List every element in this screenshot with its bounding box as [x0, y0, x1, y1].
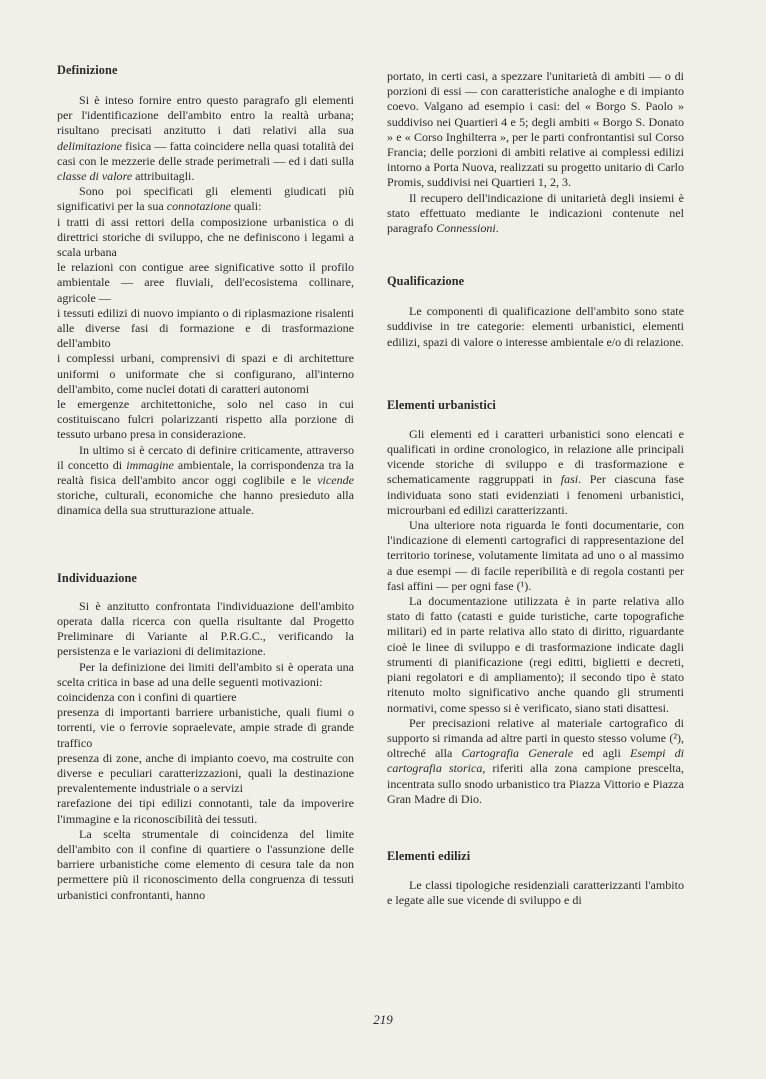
heading-elementi-edilizi: Elementi edilizi	[387, 848, 471, 863]
paragraph: La documentazione utilizzata è in parte relativa allo stato di fatto (catasti e guide turistiche, carte topografiche militari) ed in parte relativa allo stato di diritto, riguardante cioè le linee di sviluppo e di trasformazione indicate dagli strumenti di pianificazione (regi editti, biglietti e decreti, piani regolatori e di ampliamento); il secondo tipo è stato ritenuto molto significativo anche quando gli strumenti normativi, come spesso si è verificato, siano stati disattesi.	[387, 594, 684, 715]
emphasis: Cartografia Generale	[461, 746, 574, 761]
heading-qualificazione: Qualificazione	[387, 274, 465, 289]
text: quali:	[230, 199, 262, 214]
paragraph: Le componenti di qualificazione dell'ambito sono state suddivise in tre categorie: elementi urbanistici, elementi edilizi, spazi di valore o interesse ambientale e/o di relazione.	[387, 304, 684, 349]
text: In ultimo si è cercato di definire criticamente, attraverso il concetto di	[57, 442, 354, 472]
paragraph: La scelta strumentale di coincidenza del limite dell'ambito con il confine di quartiere o l'assunzione delle barriere urbanistiche come elemento di cesura tale da non permettere più il riconoscimento della congruenza di tessuti urbanistici confrontanti, hanno	[57, 826, 354, 902]
list-item: coincidenza con i confini di quartiere	[57, 689, 237, 704]
heading-definizione: Definizione	[57, 63, 118, 77]
text: . Per ciascuna fase individuata sono stati evidenziati i fenomeni urbanistici, microurbani ed edilizi caratterizzanti.	[387, 472, 684, 517]
text: , riferiti alla zona campione prescelta, incentrata sullo snodo urbanistico tra Piazza Vittorio e Piazza Gran Madre di Dio.	[387, 761, 685, 806]
paragraph	[57, 93, 354, 184]
list-item: le relazioni con contigue aree significative sotto il profilo ambientale — aree fluviali, dell'ecosistema collinare, agricole —	[57, 260, 354, 305]
list-item: i tratti di assi rettori della composizione urbanistica o di direttrici storiche di sviluppo, che ne definiscono i legami a scala urbana	[57, 214, 354, 260]
text: Il recupero dell'indicazione di unitarietà degli insiemi è stato effettuato mediante le indicazioni contenute nel paragrafo	[387, 190, 684, 236]
paragraph: portato, in certi casi, a spezzare l'unitarietà di ambiti — o di porzioni di essi — con caratteristiche analoghe e di impianto coevo. Valgano ad esempio i casi: del « Borgo S. Paolo » suddiviso nei Quartieri 4 e 5; degli ambiti « Borgo S. Donato » e « Corso Inghilterra », per le parti confrontantisi sul Corso Francia; delle porzioni di ambiti relative ai complessi edilizi intorno a Porta Nuova, realizzati su progetto unitario di Carlo Promis, suddivisi nei Quartieri 1, 2, 3.	[387, 69, 684, 190]
paragraph: Una ulteriore nota riguarda le fonti documentarie, con l'indicazione di elementi cartografici di rappresentazione del territorio torinese, volutamente limitata ad uno o al massimo a due esempi — di facile reperibilità e di regola costanti per fasi affini — per ogni fase (¹).	[387, 518, 684, 593]
emphasis: Connessioni	[436, 221, 496, 236]
paragraph: Si è anzitutto confrontata l'individuazione dell'ambito operata dalla ricerca con quella risultante dal Progetto Preliminare di Variante al P.R.G.C., verificando la persistenza e le variazioni di delimitazione.	[57, 598, 354, 659]
emphasis: delimitazione	[57, 138, 122, 153]
list-item: presenza di importanti barriere urbanistiche, quali fiumi o torrenti, vie o ferrovie sopraelevate, ampie strade di grande traffico	[57, 705, 354, 750]
paragraph	[387, 191, 684, 237]
text: attribuitagli.	[132, 169, 195, 184]
list-item: i tessuti edilizi di nuovo impianto o di riplasmazione risalenti alle diverse fasi di formazione e di trasformazione dell'ambito	[57, 305, 354, 351]
emphasis: classe di valore	[57, 169, 133, 184]
right-column	[387, 60, 684, 908]
paragraph: Le classi tipologiche residenziali caratterizzanti l'ambito e legate alle sue vicende di sviluppo e di	[387, 877, 684, 908]
text: ambientale, la corrispondenza tra la realtà fisica dell'ambito ancor oggi coglibile e le	[57, 457, 354, 488]
list-item: presenza di zone, anche di impianto coevo, ma costruite con diverse e peculiari caratterizzazioni, quali la destinazione prevalentemente industriale o a servizi	[57, 750, 354, 796]
heading-elementi-urbanistici: Elementi urbanistici	[387, 397, 496, 412]
left-column	[57, 60, 354, 903]
list-item: i complessi urbani, comprensivi di spazi e di architetture uniformi o uniformate che si configurano, all'interno dell'ambito, come nuclei dotati di caratteri autonomi	[57, 351, 354, 396]
emphasis: fasi	[560, 472, 579, 487]
text: Si è inteso fornire entro questo paragrafo gli elementi per l'identificazione dell'ambito entro la realtà urbana; risultano precisati anzitutto i dati relativi alla sua	[57, 93, 354, 138]
text: Gli elementi ed i caratteri urbanistici sono elencati e qualificati in ordine cronologico, in relazione alle principali vicende storiche di sviluppo e di trasformazione e schematicamente raggruppati in	[387, 426, 684, 487]
paragraph	[387, 427, 684, 518]
paragraph	[57, 443, 354, 519]
text: ed agli	[573, 746, 630, 761]
emphasis: Esempi di cartografia storica	[387, 746, 684, 776]
page-number: 219	[373, 1012, 393, 1027]
list-item: rarefazione dei tipi edilizi connotanti, tale da impoverire l'immagine e la riconoscibilità dei tessuti.	[57, 796, 354, 826]
paragraph	[57, 184, 354, 214]
emphasis: connotazione	[166, 199, 231, 214]
text: Per precisazioni relative al materiale cartografico di supporto si rimanda ad altre parti in questo stesso volume (²), oltreché alla	[387, 715, 684, 761]
heading-individuazione: Individuazione	[57, 570, 137, 585]
text: fisica — fatta coincidere nella quasi totalità dei casi con le mezzerie delle strade perimetrali — ed i dati sulla	[57, 138, 354, 168]
emphasis: immagine	[126, 457, 174, 472]
paragraph: Per la definizione dei limiti dell'ambito si è operata una scelta critica in base ad una delle seguenti motivazioni:	[57, 659, 354, 689]
paragraph	[387, 716, 684, 807]
text: Sono poi specificati gli elementi giudicati più significativi per la sua	[57, 184, 354, 214]
list-item: le emergenze architettoniche, solo nel caso in cui costituiscano fulcri polarizzanti rispetto alla porzione di tessuto urbano presa in considerazione.	[57, 397, 354, 442]
emphasis: vicende	[317, 473, 354, 488]
text: storiche, culturali, economiche che hanno presieduto alla dinamica della sua strutturazione attuale.	[57, 488, 354, 518]
text: .	[495, 221, 499, 236]
